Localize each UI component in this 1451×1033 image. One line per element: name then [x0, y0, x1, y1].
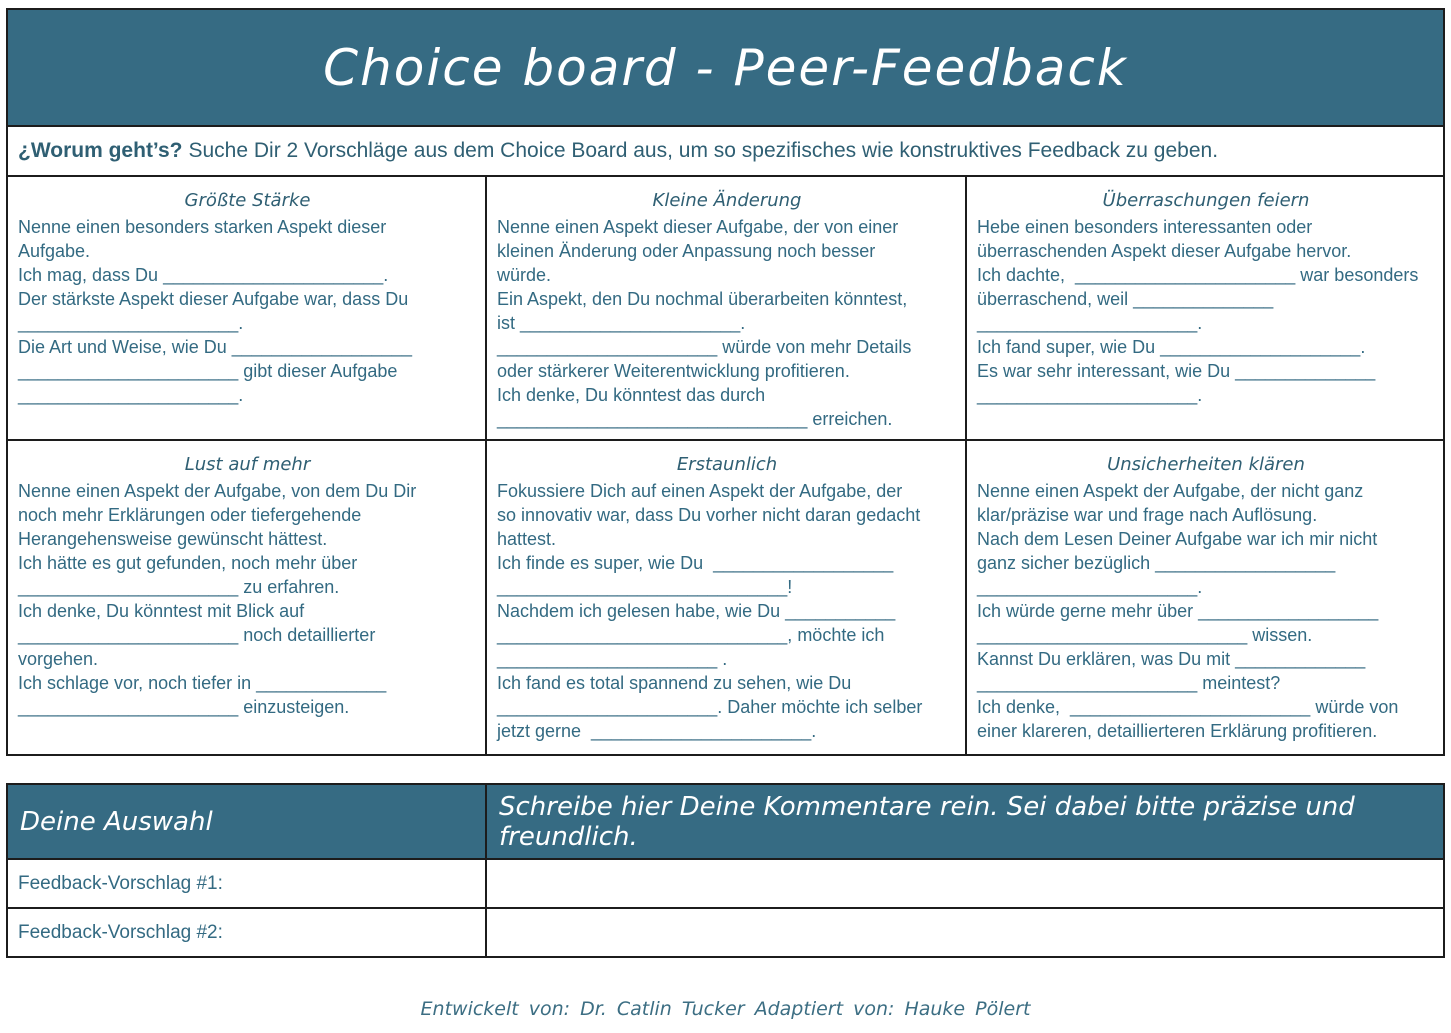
card-groesste-staerke — [8, 177, 487, 441]
choice-board — [6, 8, 1445, 756]
card-kleine-aenderung — [487, 177, 967, 441]
selection-row-label: Feedback-Vorschlag #1: — [8, 860, 487, 907]
card-unsicherheiten-klaeren — [967, 441, 1443, 754]
selection-header-right: Schreibe hier Deine Kommentare rein. Sei dabei bitte präzise und freundlich. — [499, 791, 1355, 852]
card-ueberraschungen-feiern — [967, 177, 1443, 441]
card-title: Lust auf mehr — [184, 454, 311, 475]
card-title: Kleine Änderung — [652, 190, 802, 211]
cards-row-1 — [8, 177, 1443, 441]
comment-field-1[interactable] — [487, 860, 1443, 907]
card-body: Nenne einen Aspekt der Aufgabe, der nicht ganz klar/präzise war und frage nach Auflösung. Nach dem Lesen Deiner Aufgabe war ich mir nicht ganz sicher bezüglich __________________ ______________________. Ich würde gerne mehr über __________________ ___________________________ wissen. Kannst Du erklären, was Du mit _____________ ______________________ meintest? Ich denke, ________________________ würde von einer klareren, detaillierteren Erklärung profitieren. — [977, 481, 1399, 741]
comment-field-2[interactable] — [487, 909, 1443, 956]
card-title: Unsicherheiten klären — [1107, 454, 1305, 475]
card-body: Nenne einen Aspekt dieser Aufgabe, der von einer kleinen Änderung oder Anpassung noch besser würde. Ein Aspekt, den Du nochmal überarbeiten könntest, ist ______________________. ______________________ würde von mehr Details oder stärkerer Weiterentwicklung profitieren. Ich denke, Du könntest das durch _______________________________ erreichen. — [497, 217, 912, 429]
selection-row-label: Feedback-Vorschlag #2: — [8, 909, 487, 956]
selection-header — [8, 785, 1443, 860]
cards-row-2 — [8, 441, 1443, 754]
selection-row-1 — [8, 860, 1443, 907]
selection-header-left: Deine Auswahl — [8, 785, 487, 858]
selection-table — [6, 783, 1445, 958]
board-title: Choice board - Peer-Feedback — [8, 10, 1443, 127]
card-title: Größte Stärke — [184, 190, 311, 211]
card-body: Nenne einen besonders starken Aspekt dieser Aufgabe. Ich mag, dass Du ______________________. Der stärkste Aspekt dieser Aufgabe war, dass Du ______________________. Die Art und Weise, wie Du __________________ ______________________ gibt dieser Aufgabe ______________________. — [18, 217, 412, 405]
card-title: Überraschungen feiern — [1102, 190, 1310, 211]
card-lust-auf-mehr — [8, 441, 487, 754]
credits-footer: Entwickelt von: Dr. Catlin Tucker Adaptiert von: Hauke Pölert — [420, 998, 1031, 1020]
card-body: Nenne einen Aspekt der Aufgabe, von dem Du Dir noch mehr Erklärungen oder tiefergehende Herangehensweise gewünscht hättest. Ich hätte es gut gefunden, noch mehr über ______________________ zu erfahren. Ich denke, Du könntest mit Blick auf ______________________ noch detaillierter vorgehen. Ich schlage vor, noch tiefer in _____________ ______________________ einzusteigen. — [18, 481, 417, 717]
card-body: Hebe einen besonders interessanten oder überraschenden Aspekt dieser Aufgabe hervor. Ich dachte, ______________________ war besonders überraschend, weil ______________ ______________________. Ich fand super, wie Du ____________________. Es war sehr interessant, wie Du ______________ ______________________. — [977, 217, 1419, 405]
intro-line — [8, 127, 1443, 177]
intro-text: Suche Dir 2 Vorschläge aus dem Choice Board aus, um so spezifisches wie konstruktives Feedback zu geben. — [188, 139, 1219, 162]
intro-label: ¿Worum geht’s? — [18, 139, 183, 162]
card-title: Erstaunlich — [676, 454, 778, 475]
selection-row-2 — [8, 907, 1443, 956]
card-erstaunlich — [487, 441, 967, 754]
card-body: Fokussiere Dich auf einen Aspekt der Aufgabe, der so innovativ war, dass Du vorher nicht daran gedacht hattest. Ich finde es super, wie Du __________________ _____________________________! Nachdem ich gelesen habe, wie Du ___________ _____________________________, möchte ich ______________________ . Ich fand es total spannend zu sehen, wie Du ______________________. Daher möchte ich selber jetzt gerne ______________________. — [497, 481, 923, 741]
